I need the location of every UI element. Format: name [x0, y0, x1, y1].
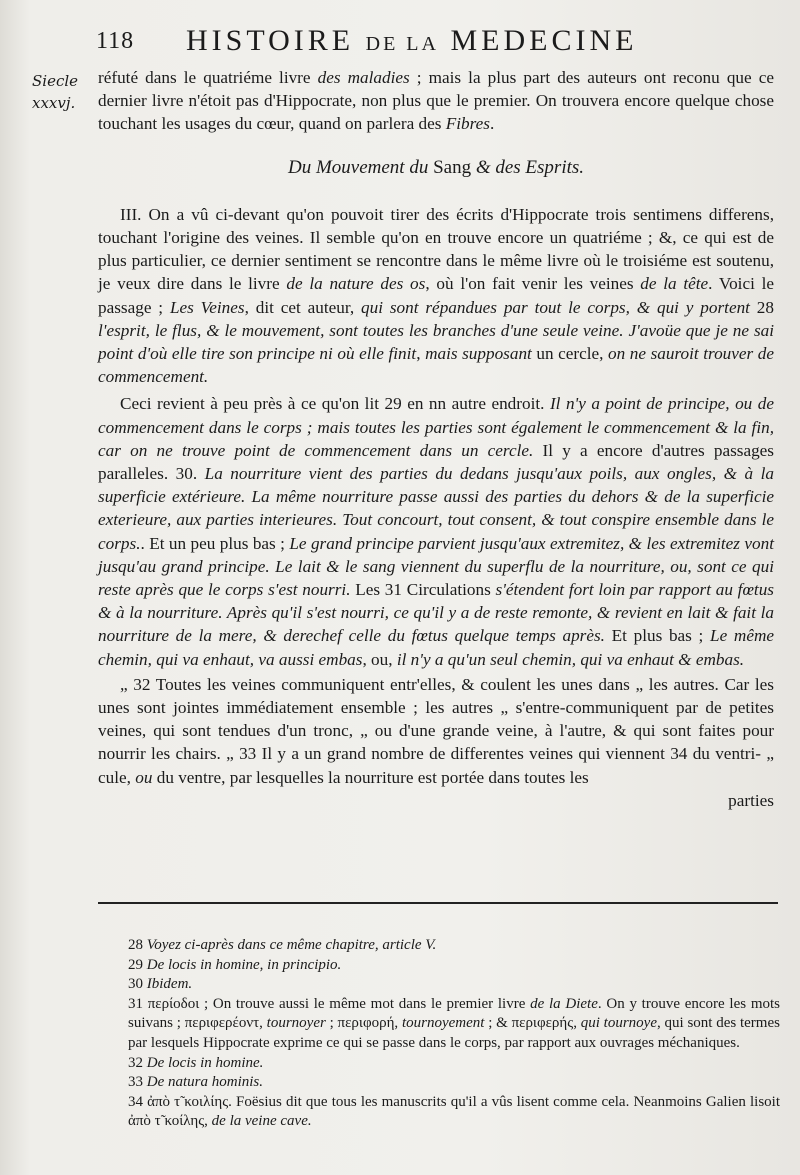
footnote-30 [128, 975, 780, 995]
footnote-29 [128, 956, 780, 976]
text-run: tournoyement [401, 1015, 485, 1032]
text-run: Il y a encore d'autres passages paralleles. 30. [98, 440, 774, 484]
text-run: 32 [128, 1054, 147, 1071]
title-part-2: DE LA [365, 33, 439, 55]
main-text [98, 66, 774, 812]
paragraph-2 [98, 392, 774, 670]
text-run: . Et un peu plus bas ; [140, 533, 290, 553]
text-run: des maladies [317, 68, 410, 87]
footnote-31 [128, 995, 780, 1054]
text-run: 31 περίοδοι ; On trouve aussi le même mot dans le premier livre [128, 995, 531, 1012]
text-run: 34 ἀπὸ τ̃ κοιλίης. Foësius dit que tous les manuscrits qu'il a vûs lisent comme cela. Neanmoins Galien lisoit ἀπὸ τ̃ κοίλης, [128, 1093, 780, 1130]
text-run: , ou, [362, 649, 397, 669]
text-run: , qui sont des termes par lesquels Hippocrate exprime ce qui se passe dans le corps, par rapport aux ouvrages méchaniques. [128, 1015, 780, 1051]
text-run: on ne sauroit trouver de commencement. [98, 344, 774, 387]
text-run: Fibres [445, 114, 490, 134]
text-run: Le même chemin, qui va enhaut, va aussi embas [98, 626, 774, 669]
text-run: ; mais la plus part des auteurs ont reconu que ce dernier livre n'étoit pas d'Hippocrate, non plus que le premier. On trouvera encore quelque chose touchant les usages du cœur, quand on parlera des [98, 68, 774, 134]
text-run: ; περιφορή, [325, 1015, 402, 1032]
text-run: . On y trouve encore les mots suivans ; περιφερέοντ, [128, 995, 780, 1032]
text-run: un cercle, [531, 344, 609, 364]
text-run: De locis in homine, in principio. [146, 956, 342, 973]
running-header [96, 24, 780, 60]
text-run: , où l'on fait venir les veines [425, 274, 641, 294]
text-run: De locis in homine. [146, 1054, 264, 1071]
footnote-rule [98, 902, 778, 904]
text-run: ou [135, 767, 153, 787]
text-run: 30 [128, 976, 147, 993]
page-number: 118 [96, 28, 135, 54]
text-run: de la Diete [530, 995, 598, 1012]
text-run: l'esprit, le flus, & le mouvement, sont toutes les branches d'une seule veine. J'avoüe que je ne sai point d'où elle tire son principe ni où elle finit [98, 320, 774, 364]
text-run: qui tournoye [580, 1015, 657, 1032]
footnote-28 [128, 936, 780, 956]
text-run: „ 32 Toutes les veines communiquent entr'elles, & coulent les unes dans „ les autres. Car les unes sont jointes immédiatement ensemble ; les autres „ s'entre-communiquent par de petites veines, qui sont tendues d'un tronc, „ ou d'une grande veine, à l'autre, & qui sont faites pour nourrir les chairs. „ 33 Il y a un grand nombre de differentes veines qui viennent 34 du ventri- „ cule, [98, 674, 774, 787]
heading-part-2: Sang [433, 156, 472, 178]
title-part-1: HISTOIRE [186, 24, 355, 57]
running-title [186, 24, 637, 58]
text-run: Les Veines [169, 297, 245, 317]
text-run: Il n'y a point de principe, ou de commencement dans le corps ; mais toutes les parties sont également le commencement & la fin, car on ne trouve point de commencement dans un cercle. [98, 394, 775, 460]
text-run: 28 [749, 297, 774, 317]
text-run: III. On a vû ci-devant qu'on pouvoit tirer des écrits d'Hippocrate trois sentimens differens, touchant l'origine des veines. Il semble qu'on en trouve encore un quatriéme ; &, ce qui est de plus particulier, ce dernier sentiment se rencontre dans le même livre où le troisiéme est soutenu, je veux dire dans le livre [98, 204, 774, 294]
footnote-34 [128, 1093, 780, 1132]
title-part-3: MEDECINE [450, 24, 638, 57]
text-run: . Voici le passage ; [98, 274, 775, 317]
text-run: 28 [128, 937, 147, 953]
text-run: de la veine cave. [211, 1113, 312, 1130]
footnote-33 [128, 1073, 780, 1093]
paragraph-3 [98, 673, 774, 789]
text-run: qui sont répandues par tout le corps, & qui y portent [361, 297, 750, 317]
text-run: s'étendent fort loin par rapport au fœtus & à la nourriture. Après qu'il s'est nourri, ce qu'il y a de reste remonte, & revient en lait & fait la nourriture de la mere, & derechef celle du fœtus quelque temps après. [98, 580, 774, 646]
intro-paragraph [98, 66, 774, 136]
section-heading [98, 156, 774, 179]
text-run: Le grand principe parvient jusqu'aux extremitez, & les extremitez vont jusqu'au grand principe. Le lait & le sang viennent du superflu de la nourriture, ou, sont ce qui reste après que le corps s'est nourri. [98, 533, 774, 600]
catchword: parties [728, 790, 774, 810]
text-run: , [416, 344, 426, 364]
text-run: La nourriture vient des parties du dedans jusqu'aux poils, aux ongles, & à la superficie extérieure. La même nourriture passe aussi des parties du dehors & de la superficie exterieure, aux parties interieures. Tout concourt, tout consent, & tout conspire ensemble dans le corps. [98, 464, 774, 553]
margin-note [32, 70, 92, 114]
text-run: du ventre, par lesquelles la nourriture est portée dans toutes les [152, 767, 589, 787]
text-run: de la nature des os [286, 274, 426, 294]
text-run: de la tête [640, 274, 709, 294]
text-run: Les 31 Circulations [350, 580, 496, 600]
text-run: ; & περιφερής, [484, 1015, 581, 1032]
text-run: réfuté dans le quatriéme livre [98, 68, 318, 87]
heading-part-3: & des Esprits. [471, 156, 585, 178]
text-run: , dit cet auteur, [244, 297, 362, 317]
footnotes [128, 936, 780, 1132]
footnote-32 [128, 1054, 780, 1074]
text-run: Ibidem. [146, 976, 193, 993]
text-run: Voyez ci-après dans ce même chapitre, article V. [146, 937, 437, 953]
margin-note-line-2: xxxvj. [32, 94, 76, 112]
text-run: 33 [128, 1074, 147, 1091]
text-run: De natura hominis. [146, 1074, 263, 1091]
text-run: Ceci revient à peu près à ce qu'on lit 29 en nn autre endroit. [120, 394, 550, 414]
text-run: il n'y a qu'un seul chemin, qui va enhaut & embas. [396, 649, 745, 669]
text-run: . [489, 114, 495, 134]
paragraph-1 [98, 203, 774, 389]
text-run: tournoyer [266, 1015, 326, 1032]
text-run: 29 [128, 956, 147, 973]
heading-part-1: Du Mouvement du [287, 156, 434, 178]
text-run: mais supposant [425, 344, 532, 364]
margin-note-line-1: Siecle [32, 72, 79, 90]
text-run: Et plus bas ; [604, 626, 711, 646]
